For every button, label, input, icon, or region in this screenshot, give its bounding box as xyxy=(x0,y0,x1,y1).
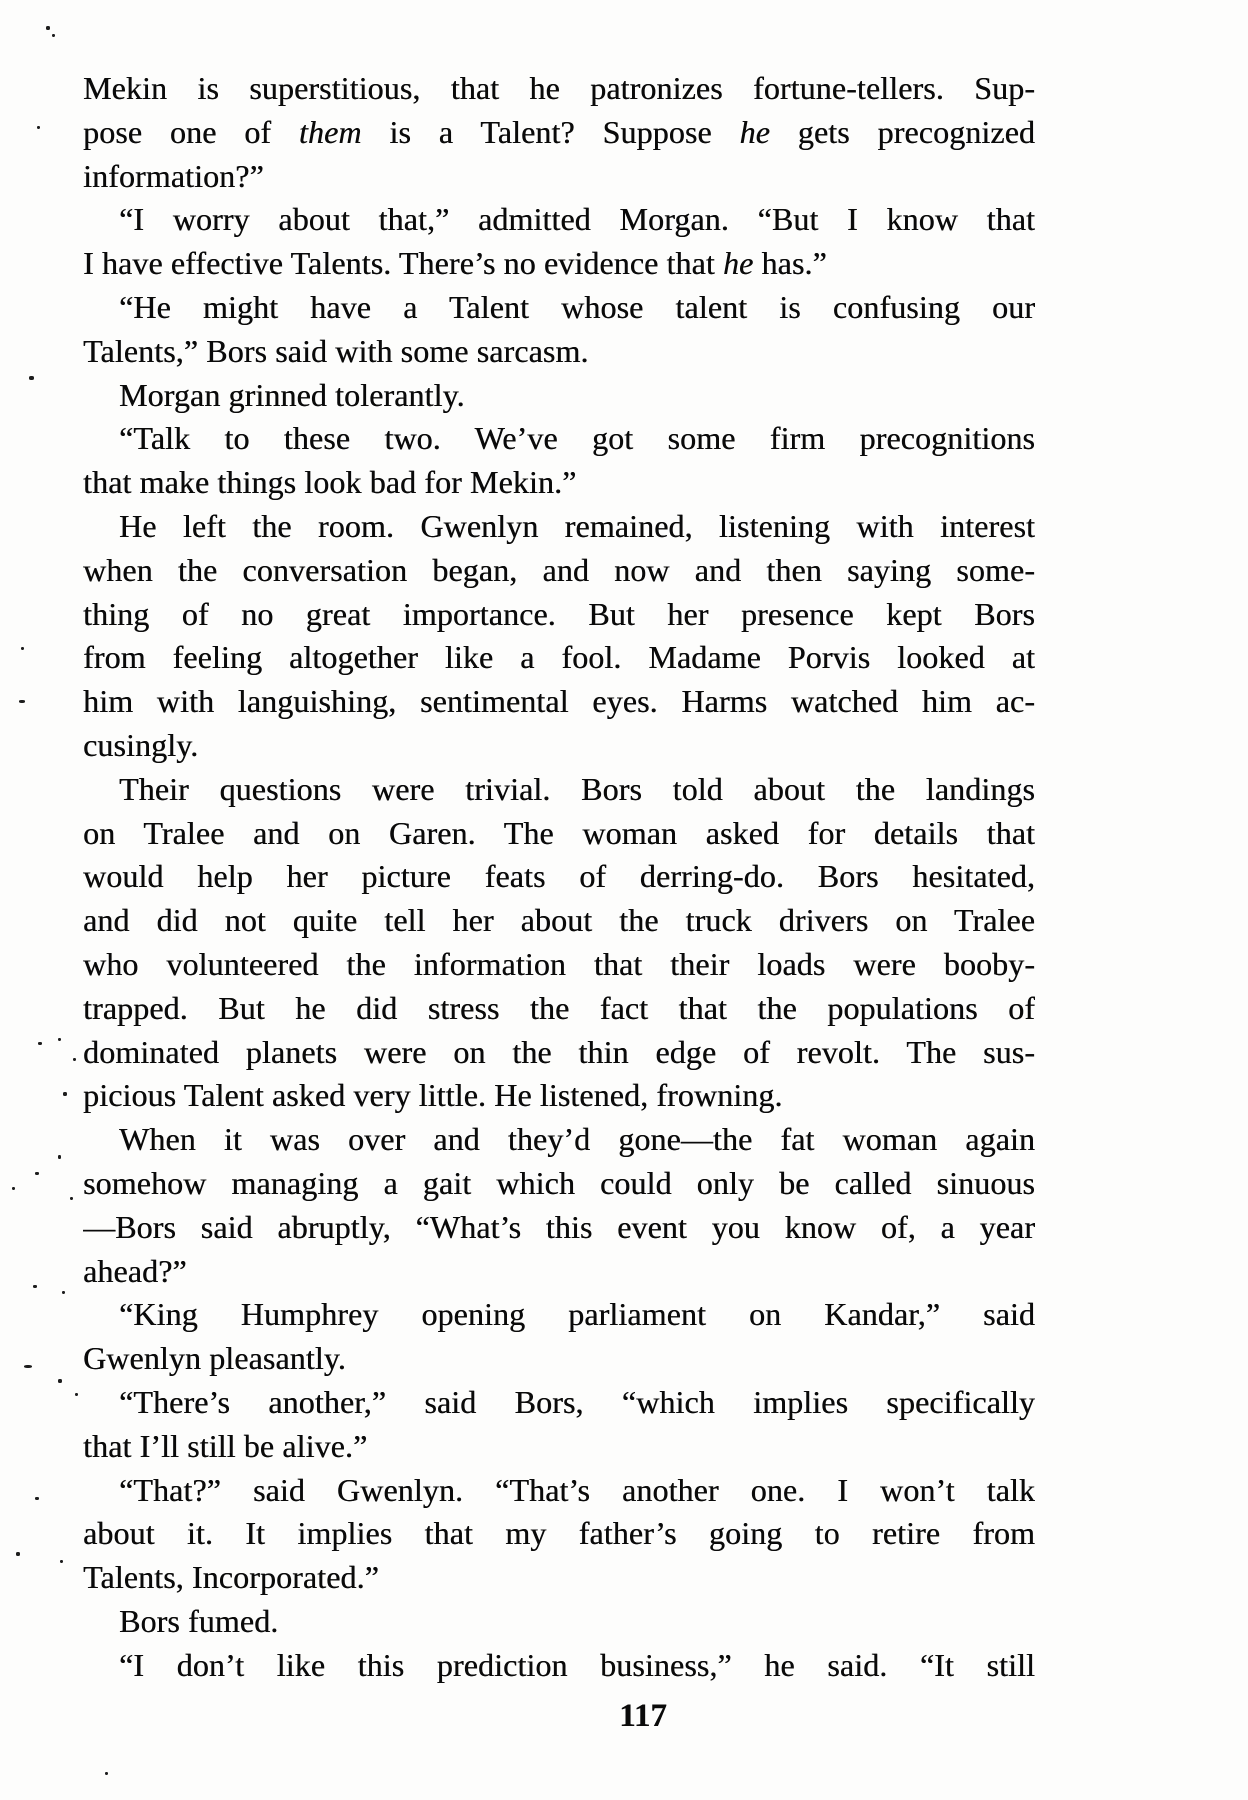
text-segment: who volunteered the information that their loads were booby- xyxy=(83,945,1035,982)
text-line xyxy=(83,1600,1035,1644)
text-segment: Gwenlyn pleasantly. xyxy=(83,1340,346,1377)
text-segment: Mekin is superstitious, that he patronizes fortune-tellers. Sup- xyxy=(83,70,1035,106)
text-segment: about it. It implies that my father’s going to retire from xyxy=(83,1515,1035,1552)
text-segment: “That?” said Gwenlyn. “That’s another one. I won’t talk xyxy=(119,1471,1035,1508)
text-line xyxy=(83,286,1035,330)
text-line xyxy=(83,1206,1035,1250)
scan-speck xyxy=(75,1393,78,1396)
text-line xyxy=(83,1162,1035,1206)
text-segment: that I’ll still be alive.” xyxy=(83,1427,368,1464)
text-line xyxy=(83,242,1035,286)
scan-speck xyxy=(70,1197,73,1200)
scan-speck xyxy=(38,1042,42,1045)
italic-text-segment: them xyxy=(298,113,362,150)
scan-speck xyxy=(46,26,50,30)
text-line xyxy=(83,67,1035,111)
text-line xyxy=(83,1425,1035,1469)
text-line xyxy=(83,1293,1035,1337)
scan-speck xyxy=(19,700,25,703)
text-segment: “There’s another,” said Bors, “which implies specifically xyxy=(119,1383,1035,1420)
text-segment: has.” xyxy=(753,245,827,282)
text-line xyxy=(83,1118,1035,1162)
scan-speck xyxy=(12,1187,15,1190)
text-segment: thing of no great importance. But her presence kept Bors xyxy=(83,595,1035,632)
italic-text-segment: he xyxy=(722,245,754,282)
text-segment: trapped. But he did stress the fact that the populations of xyxy=(83,989,1035,1026)
text-segment: I have effective Talents. There’s no evidence that xyxy=(83,245,723,282)
text-segment: Talents, Incorporated.” xyxy=(83,1559,379,1596)
text-segment: “I don’t like this prediction business,” he said. “It still xyxy=(119,1646,1035,1683)
text-line xyxy=(83,111,1035,155)
text-line xyxy=(83,549,1035,593)
scan-speck xyxy=(58,1155,61,1159)
text-line xyxy=(83,1337,1035,1381)
text-segment: dominated planets were on the thin edge of revolt. The sus- xyxy=(83,1033,1035,1070)
text-segment: “I worry about that,” admitted Morgan. “But I know that xyxy=(119,201,1035,238)
text-line xyxy=(83,1074,1035,1118)
text-line xyxy=(83,1644,1035,1688)
scan-speck xyxy=(37,126,40,129)
text-line xyxy=(83,855,1035,899)
text-segment: “King Humphrey opening parliament on Kandar,” said xyxy=(119,1296,1035,1333)
text-segment: Bors fumed. xyxy=(119,1602,279,1639)
page-number: 117 xyxy=(619,1698,667,1734)
scan-speck xyxy=(35,1172,39,1175)
text-segment: on Tralee and on Garen. The woman asked for details that xyxy=(83,814,1035,851)
text-line xyxy=(83,1031,1035,1075)
text-line xyxy=(83,943,1035,987)
text-segment: Talents,” Bors said with some sarcasm. xyxy=(83,332,589,369)
text-line xyxy=(83,812,1035,856)
text-line xyxy=(83,505,1035,549)
text-line xyxy=(83,1381,1035,1425)
page-text xyxy=(83,67,1035,1687)
text-line xyxy=(83,724,1035,768)
text-segment: Morgan grinned tolerantly. xyxy=(119,376,465,413)
text-line xyxy=(83,680,1035,724)
text-segment: that make things look bad for Mekin.” xyxy=(83,464,577,501)
text-line xyxy=(83,461,1035,505)
text-segment: —Bors said abruptly, “What’s this event you know of, a year xyxy=(83,1208,1035,1245)
text-segment: information?” xyxy=(83,157,264,194)
scan-speck xyxy=(16,1552,20,1556)
text-line xyxy=(83,987,1035,1031)
text-segment: would help her picture feats of derring-do. Bors hesitated, xyxy=(83,858,1035,895)
scan-speck xyxy=(21,647,24,650)
text-segment: Their questions were trivial. Bors told about the landings xyxy=(119,770,1035,807)
text-segment: “Talk to these two. We’ve got some firm precognitions xyxy=(119,420,1035,457)
scan-speck xyxy=(60,1560,63,1563)
text-line xyxy=(83,417,1035,461)
text-segment: gets precognized xyxy=(769,113,1035,150)
text-line xyxy=(83,330,1035,374)
text-line xyxy=(83,1512,1035,1556)
text-line xyxy=(83,1250,1035,1294)
text-segment: picious Talent asked very little. He listened, frowning. xyxy=(83,1077,783,1114)
text-line xyxy=(83,198,1035,242)
scan-speck xyxy=(62,1291,65,1294)
text-segment: and did not quite tell her about the truck drivers on Tralee xyxy=(83,902,1035,939)
scan-speck xyxy=(52,34,55,37)
scan-speck xyxy=(105,1772,108,1775)
text-line xyxy=(83,374,1035,418)
text-segment: When it was over and they’d gone—the fat woman again xyxy=(119,1121,1035,1158)
scan-speck xyxy=(24,1365,32,1368)
text-line xyxy=(83,1469,1035,1513)
scan-speck xyxy=(33,1285,37,1288)
scan-speck xyxy=(73,1058,76,1061)
text-line xyxy=(83,1556,1035,1600)
text-line xyxy=(83,636,1035,680)
scan-speck xyxy=(35,1497,39,1500)
text-segment: somehow managing a gait which could only be called sinuous xyxy=(83,1164,1035,1201)
text-segment: cusingly. xyxy=(83,726,199,763)
italic-text-segment: he xyxy=(739,113,770,150)
text-line xyxy=(83,155,1035,199)
text-line xyxy=(83,899,1035,943)
text-segment: from feeling altogether like a fool. Madame Porvis looked at xyxy=(83,639,1035,676)
text-segment: him with languishing, sentimental eyes. Harms watched him ac- xyxy=(83,683,1035,720)
text-segment: He left the room. Gwenlyn remained, listening with interest xyxy=(119,507,1035,544)
text-segment: “He might have a Talent whose talent is confusing our xyxy=(119,288,1035,325)
text-segment: pose one of xyxy=(83,113,299,150)
text-segment: ahead?” xyxy=(83,1252,187,1289)
text-segment: when the conversation began, and now and then saying some- xyxy=(83,551,1035,588)
scan-speck xyxy=(58,1038,61,1041)
scan-speck xyxy=(29,376,34,380)
scan-speck xyxy=(63,1092,67,1096)
text-line xyxy=(83,593,1035,637)
text-segment: is a Talent? Suppose xyxy=(361,113,740,150)
text-line xyxy=(83,768,1035,812)
scan-speck xyxy=(58,1379,62,1383)
